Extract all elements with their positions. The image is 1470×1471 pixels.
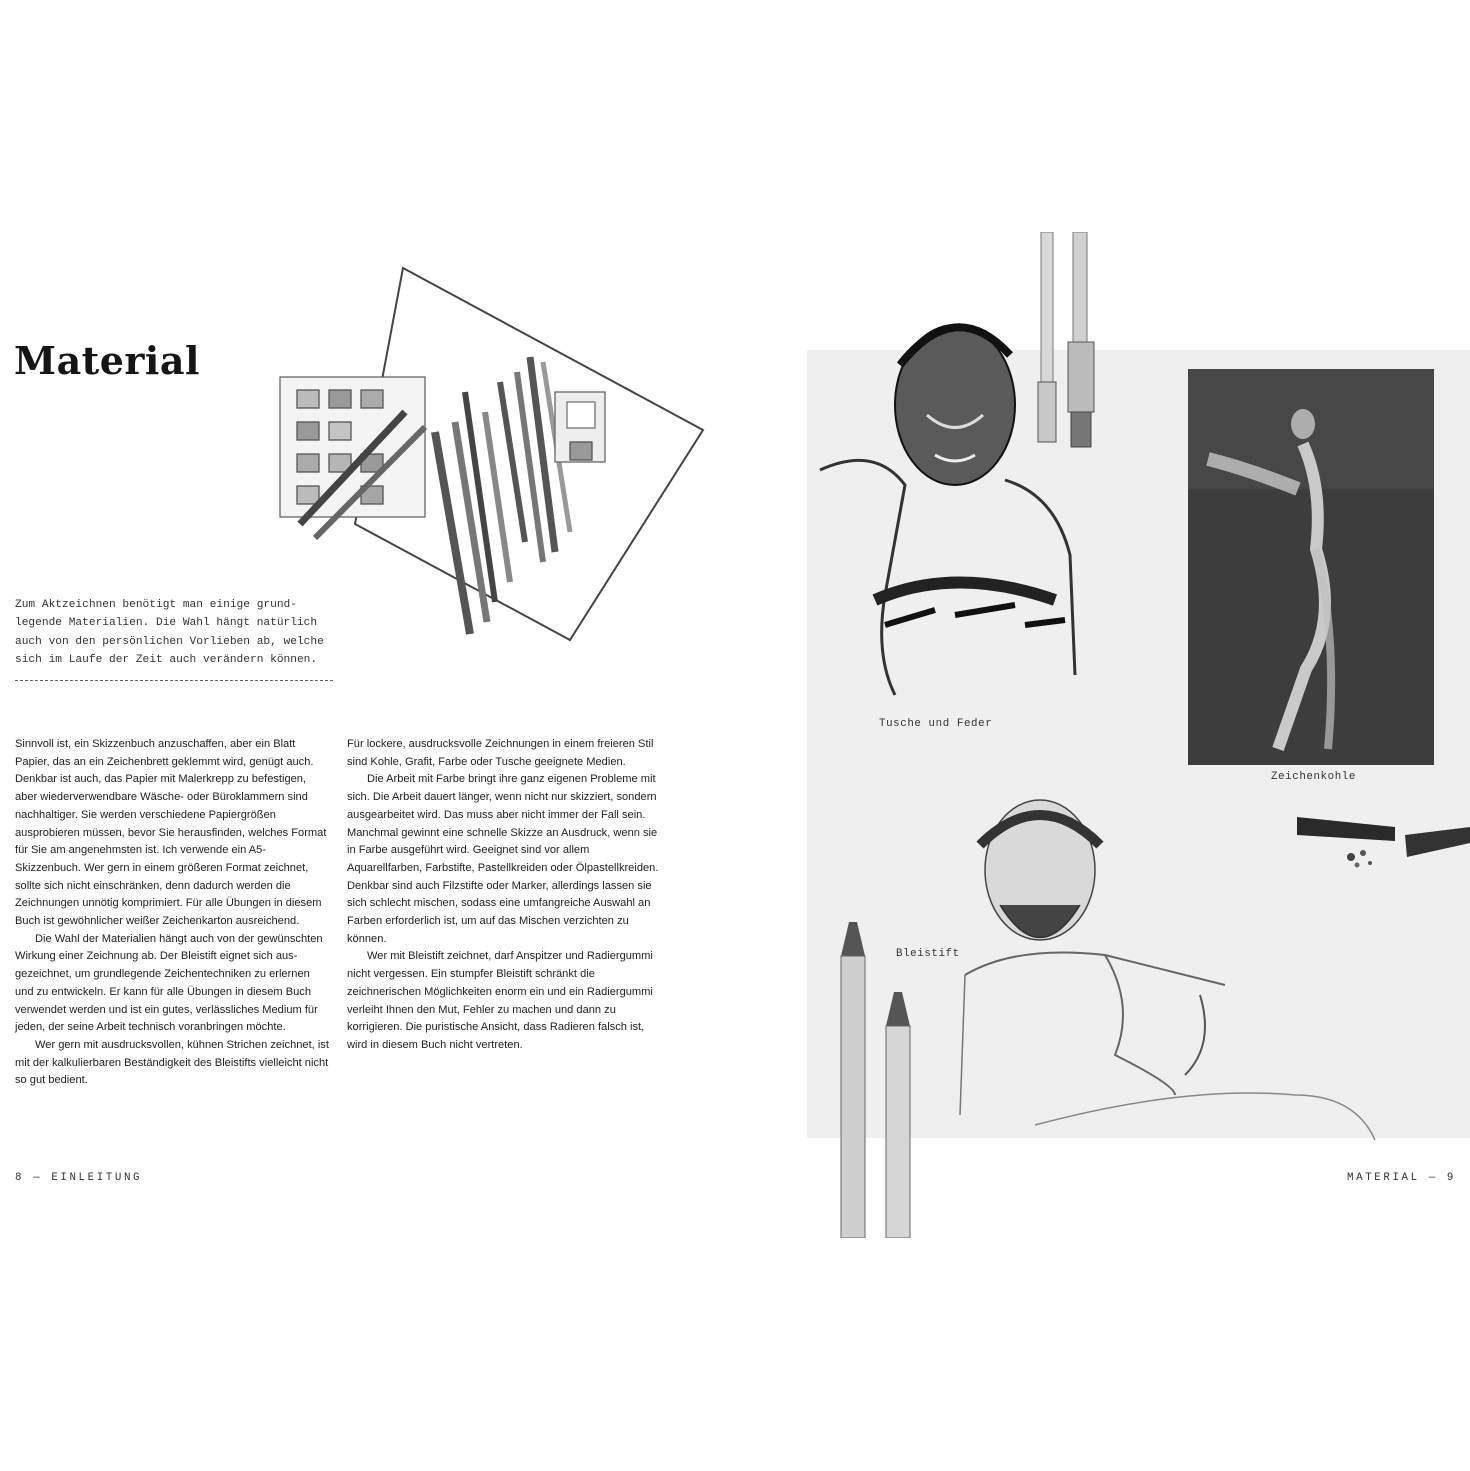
paragraph: Die Wahl der Materialien hängt auch von der gewünschten Wirkung einer Zeichnung ab. Der Bleistift eignet sich ausgezeichnet, um grundlegende Zeichentechniken zu erlernen und zu entwickeln. Er kann für alle Übungen in diesem Buch verwendet werden und ist ein gutes, verlässliches Medium für jeden, der seine Arbeit technisch voranbringen möchte. [15, 932, 323, 1034]
charcoal-figure-drawing [1188, 369, 1434, 765]
ink-portrait-sketch [815, 295, 1080, 700]
caption-pencil: Bleistift [896, 948, 960, 960]
intro-line: Zum Aktzeichnen benötigt man einige grund- [15, 599, 297, 611]
materials-sketch-illustration [225, 262, 710, 642]
paragraph: Wer gern mit ausdrucksvollen, kühnen Strichen zeichnet, ist mit der kalkulierbaren Beständigkeit des Bleistifts vielleicht nicht so gut bedient. [15, 1038, 329, 1087]
folio-right: MATERIAL — 9 [1347, 1172, 1456, 1184]
body-column-2 [347, 736, 663, 1055]
paragraph: Sinnvoll ist, ein Skizzenbuch anzuschaffen, aber ein Blatt Papier, das an ein Zeichenbrett geklemmt wird, genügt auch. Denkbar ist auch, das Papier mit Malerkrepp zu befestigen, aber wiederverwendbare Wäsche- oder Büroklammern sind nachhaltiger. Sie werden verschiedene Papiergrößen ausprobieren müssen, bevor Sie herausfinden, welches Format für Sie am angenehmsten ist. Ich verwende ein A5-Skizzenbuch. Wer gern in einem größeren Format zeichnet, sollte sich nicht einschränken, denn dadurch werden die Zeichnungen unnötig komprimiert. Für alle Übungen in diesem Buch ist gewöhnlicher weißer Zeichenkarton ausreichend. [15, 738, 327, 928]
intro-line: legende Materialien. Die Wahl hängt natürlich [15, 617, 318, 630]
intro-line: sich im Laufe der Zeit auch verändern können. [15, 654, 318, 667]
paragraph: Für lockere, ausdrucksvolle Zeichnungen in einem freieren Stil sind Kohle, Grafit, Farbe oder Tusche geeignete Medien. [347, 738, 654, 768]
page-title: Material [14, 338, 200, 383]
right-page [735, 0, 1470, 1471]
paragraph: Wer mit Bleistift zeichnet, darf Anspitzer und Radiergummi nicht vergessen. Ein stumpfer Bleistift schränkt die zeichnerischen Möglichkeiten enorm ein und ein Radiergummi verleiht Ihnen den Mut, Fehler zu machen und dann zu korrigieren. Die puristische Ansicht, dass Radieren falsch ist, wird in diesem Buch nicht vertreten. [347, 950, 653, 1051]
dashed-divider [15, 680, 333, 681]
intro-line: auch von den persönlichen Vorlieben ab, welche [15, 635, 324, 648]
intro-text [15, 596, 335, 670]
pencils-illustration [839, 922, 924, 1238]
pencil-portrait-sketch [935, 795, 1395, 1145]
paragraph: Die Arbeit mit Farbe bringt ihre ganz eigenen Probleme mit sich. Die Arbeit dauert länger, wenn nicht nur skizziert, sondern ausgearbeitet wird. Das muss aber nicht immer der Fall sein. Manchmal gewinnt eine schnelle Skizze an Ausdruck, wenn sie in Farbe ausgeführt wird. Geeignet sind vor allem Aquarellfarben, Farbstifte, Pastellkreiden oder Ölpastellkreiden. Denkbar sind auch Filzstifte oder Marker, allerdings lassen sie sich schlecht mischen, sodass eine umfangreiche Auswahl an Farben erforderlich ist, um auf das Mischen verzichten zu können. [347, 773, 659, 945]
caption-ink: Tusche und Feder [879, 718, 993, 730]
body-column-1 [15, 736, 330, 1090]
folio-left: 8 — EINLEITUNG [15, 1172, 143, 1184]
caption-charcoal: Zeichenkohle [1271, 771, 1356, 783]
